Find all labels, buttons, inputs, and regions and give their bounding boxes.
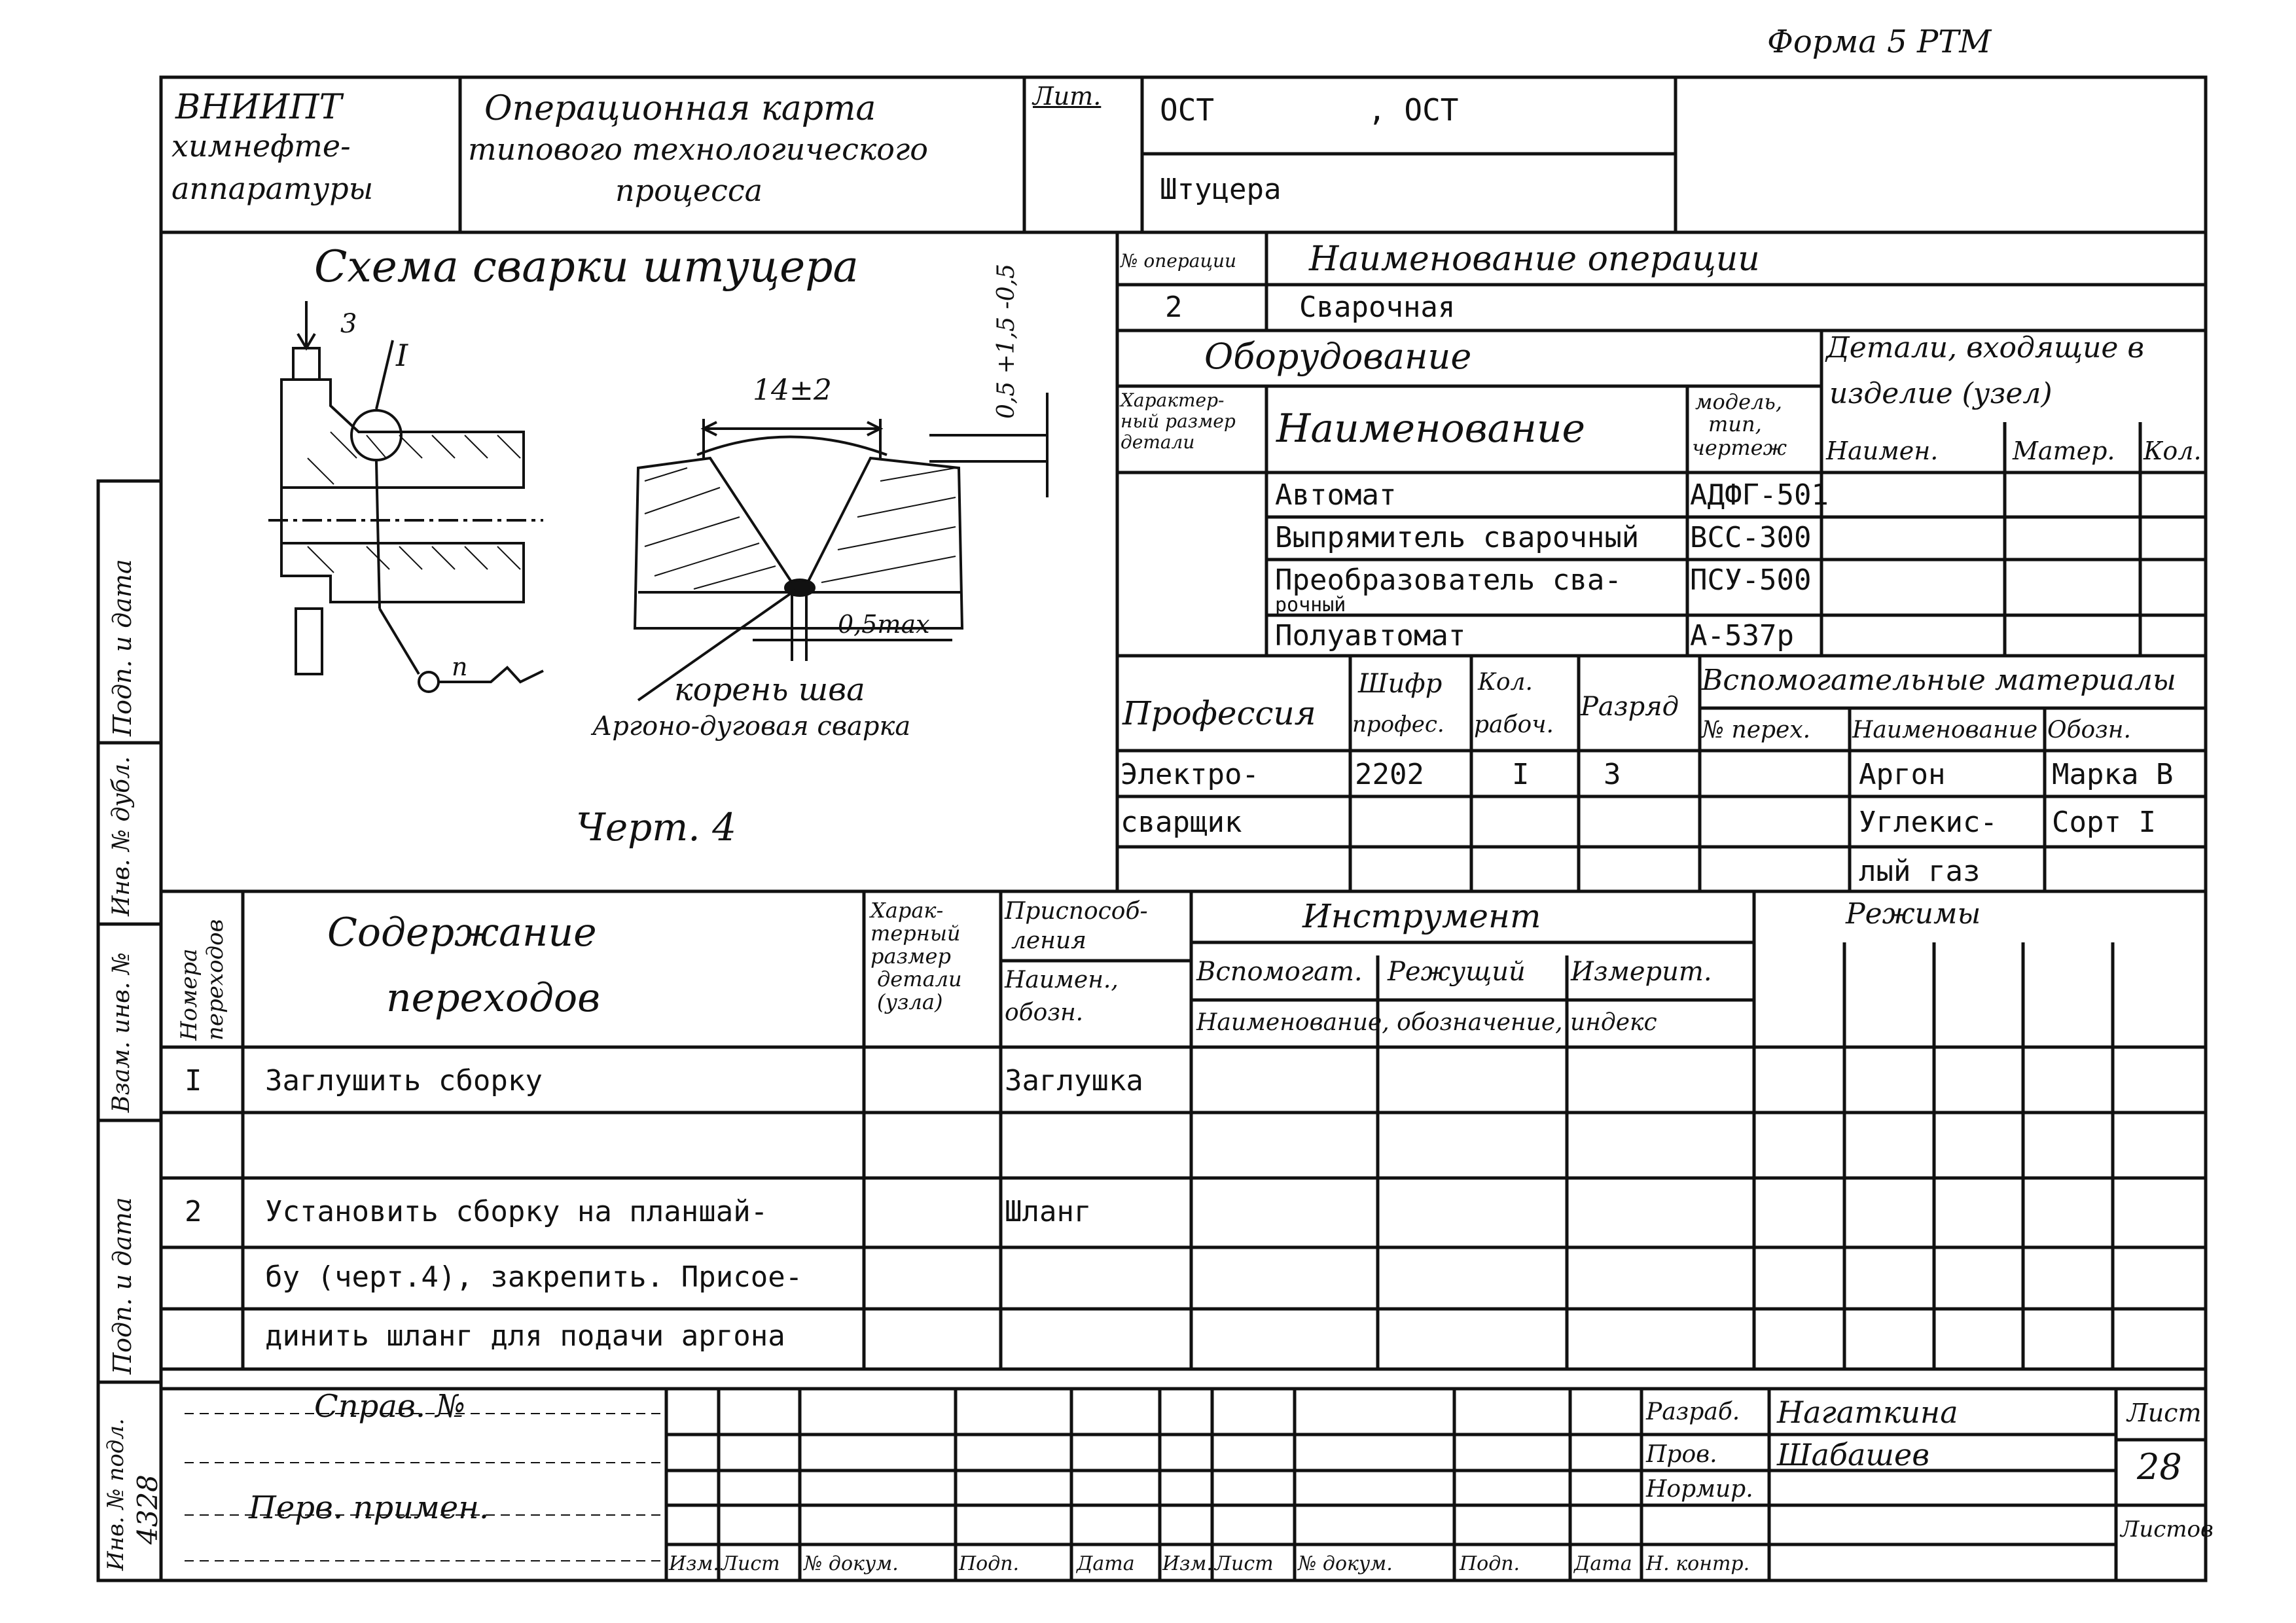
drawing-label: Черт. 4 xyxy=(576,805,737,849)
role-developer: Разраб. xyxy=(1646,1399,1740,1425)
side-sign-date-1: Подп. и дата xyxy=(108,559,137,736)
trans-row-2-num: 2 xyxy=(185,1195,202,1228)
operation-num: 2 xyxy=(1165,291,1183,324)
equip-row-1-model: АДФГ-501 xyxy=(1690,478,1829,512)
equip-row-4-model: А-537р xyxy=(1690,619,1794,652)
trans-num-label-1: Номера xyxy=(176,948,202,1041)
root-label: корень шва xyxy=(674,671,865,708)
code-label-1: Шифр xyxy=(1358,669,1443,699)
card-title-1: Операционная карта xyxy=(484,89,876,128)
details-col-count: Кол. xyxy=(2144,437,2202,465)
equip-row-1-name: Автомат xyxy=(1275,478,1397,512)
equip-model-label-3: чертеж xyxy=(1692,435,1787,460)
chg-list-2: Лист xyxy=(1215,1552,1274,1575)
chg-doc-1: № докум. xyxy=(804,1552,899,1575)
sheet-label: Лист xyxy=(2127,1399,2202,1427)
trans-row-2-text-2: бу (черт.4), закрепить. Присое- xyxy=(265,1260,803,1294)
tools-col-measure: Измерит. xyxy=(1571,957,1712,987)
chg-izm-2: Изм. xyxy=(1162,1552,1213,1575)
dim-side: 0,5 +1,5 -0,5 xyxy=(993,264,1020,419)
chg-sign-1: Подп. xyxy=(959,1552,1020,1575)
grade-label: Разряд xyxy=(1581,692,1679,722)
org-line-3: аппаратуры xyxy=(171,171,374,206)
trans-row-2-text-1: Установить сборку на планшай- xyxy=(265,1195,768,1228)
equip-row-4-name: Полуавтомат xyxy=(1275,619,1466,652)
profession-label: Профессия xyxy=(1122,694,1316,732)
details-title-1: Детали, входящие в xyxy=(1826,331,2145,365)
profession-value-2: сварщик xyxy=(1121,806,1242,839)
tools-col-aux: Вспомогат. xyxy=(1196,957,1363,987)
form-mark: Форма 5 РТМ xyxy=(1767,24,1992,60)
chg-date-1: Дата xyxy=(1077,1552,1135,1575)
org-line-1: ВНИИПТ xyxy=(175,88,342,127)
char-label-4: детали xyxy=(877,967,962,991)
char-label-3: размер xyxy=(870,944,951,969)
trans-row-2-text-3: динить шланг для подачи аргона xyxy=(265,1319,785,1353)
count-label-2: рабоч. xyxy=(1474,711,1554,738)
chg-list-1: Лист xyxy=(721,1552,780,1575)
char-label-2: терный xyxy=(870,921,961,946)
lit-label: Лит. xyxy=(1033,82,1102,111)
code-label-2: профес. xyxy=(1352,711,1444,738)
chg-doc-2: № докум. xyxy=(1298,1552,1393,1575)
chg-sign-2: Подп. xyxy=(1460,1552,1520,1575)
label-p: п xyxy=(452,652,468,681)
operation-name: Сварочная xyxy=(1299,291,1456,324)
trans-row-1-num: I xyxy=(185,1064,202,1097)
ref-label: Справ. № xyxy=(314,1388,465,1425)
operation-num-label: № операции xyxy=(1121,250,1237,272)
equip-char-label-1: Характер- xyxy=(1121,389,1225,411)
aux-row-1-name: Аргон xyxy=(1859,758,1946,791)
operation-name-label: Наименование операции xyxy=(1309,240,1760,279)
profession-value-1: Электро- xyxy=(1121,758,1259,791)
sketch-title: Схема сварки штуцера xyxy=(314,241,859,292)
trans-row-2-fixture: Шланг xyxy=(1005,1195,1092,1228)
tools-sub: Наименование, обозначение, индекс xyxy=(1196,1009,1657,1036)
equip-model-label-1: модель, xyxy=(1695,389,1782,414)
card-title-3: процесса xyxy=(615,173,763,208)
side-sign-date-2: Подп. и дата xyxy=(108,1197,137,1374)
role-control: Н. контр. xyxy=(1646,1552,1750,1575)
side-replace-inv: Взам. инв. № xyxy=(108,952,135,1113)
equip-row-3-name: Преобразователь сва- xyxy=(1275,563,1622,597)
tools-label: Инструмент xyxy=(1302,897,1541,935)
equip-model-label-2: тип, xyxy=(1708,412,1762,437)
developer-name: Нагаткина xyxy=(1777,1395,1958,1430)
aux-title: Вспомогательные материалы xyxy=(1702,664,2176,697)
aux-row-2-mark: Сорт I xyxy=(2052,806,2156,839)
content-label-2: переходов xyxy=(386,975,601,1021)
role-norm: Нормир. xyxy=(1646,1476,1753,1503)
aux-col-num: № перех. xyxy=(1702,717,1811,743)
modes-label: Режимы xyxy=(1846,897,1981,931)
equip-row-3-name-2: рочный xyxy=(1275,594,1346,616)
equip-name-label: Наименование xyxy=(1276,406,1586,452)
dim-max: 0,5max xyxy=(838,610,930,639)
worker-count: I xyxy=(1512,758,1530,791)
equip-row-3-model: ПСУ-500 xyxy=(1690,563,1812,597)
aux-col-name: Наименование xyxy=(1852,717,2038,743)
fixtures-sub-1: Наимен., xyxy=(1005,967,1119,993)
trans-row-1-text: Заглушить сборку xyxy=(265,1064,543,1097)
fixtures-sub-2: обозн. xyxy=(1005,999,1084,1026)
org-line-2: химнефте- xyxy=(171,128,351,164)
product-name: Штуцера xyxy=(1160,173,1282,206)
sheets-label: Листов xyxy=(2121,1516,2214,1543)
equip-row-2-model: ВСС-300 xyxy=(1690,521,1812,554)
ost-code: ОСТ xyxy=(1160,92,1215,128)
chg-izm-1: Изм. xyxy=(669,1552,719,1575)
worker-grade: 3 xyxy=(1604,758,1621,791)
aux-row-2-name: Углекис- xyxy=(1859,806,1998,839)
fixtures-label-1: Приспособ- xyxy=(1005,898,1148,925)
char-label-1: Харак- xyxy=(870,898,944,923)
card-title-2: типового технологического xyxy=(468,132,928,167)
details-title-2: изделие (узел) xyxy=(1829,377,2053,410)
side-inv-number: 4328 xyxy=(132,1474,164,1544)
details-col-material: Матер. xyxy=(2013,437,2115,465)
equip-char-label-3: детали xyxy=(1121,431,1195,453)
method-label: Аргоно-дуговая сварка xyxy=(592,711,911,741)
side-orig-inv: Инв. № подл. xyxy=(103,1418,129,1571)
aux-row-1-mark: Марка В xyxy=(2052,758,2174,791)
trans-num-label-2: переходов xyxy=(202,919,228,1041)
label-I: I xyxy=(396,338,408,373)
details-col-name: Наимен. xyxy=(1826,437,1939,465)
equip-row-2-name: Выпрямитель сварочный xyxy=(1275,521,1640,554)
sheet-number: 28 xyxy=(2137,1446,2182,1488)
role-checker: Пров. xyxy=(1646,1441,1717,1468)
weld-section xyxy=(635,393,1047,700)
checker-name: Шабашев xyxy=(1777,1437,1929,1472)
ost-code-2: , ОСТ xyxy=(1368,92,1459,128)
equipment-title: Оборудование xyxy=(1204,336,1472,377)
dim-top: 14±2 xyxy=(753,374,832,407)
char-label-5: (узла) xyxy=(877,990,943,1014)
aux-row-3-name: лый газ xyxy=(1859,855,1981,888)
tools-col-cut: Режущий xyxy=(1388,957,1526,987)
content-label-1: Содержание xyxy=(327,910,597,955)
label-3: 3 xyxy=(340,309,357,339)
equip-char-label-2: ный размер xyxy=(1121,410,1236,432)
trans-row-1-fixture: Заглушка xyxy=(1005,1064,1143,1097)
count-label-1: Кол. xyxy=(1478,669,1533,696)
aux-col-mark: Обозн. xyxy=(2047,717,2131,743)
profession-code: 2202 xyxy=(1355,758,1424,791)
first-use-label: Перв. примен. xyxy=(249,1489,490,1526)
side-dup-inv: Инв. № дубл. xyxy=(108,756,135,916)
chg-date-2: Дата xyxy=(1574,1552,1632,1575)
fixtures-label-2: ления xyxy=(1011,927,1086,954)
